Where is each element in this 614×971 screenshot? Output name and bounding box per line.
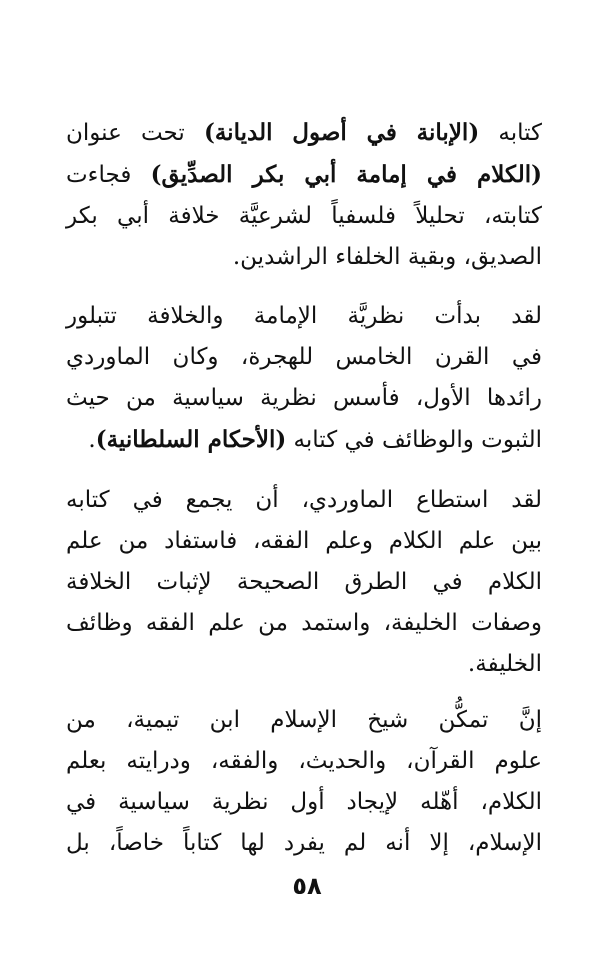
text-line [66,562,542,603]
text-run: علوم القرآن، والحديث، والفقه، ودرايته بعلم [66,748,542,774]
text-line [66,782,542,823]
text-run: وصفات الخليفة، واستمد من علم الفقه وظائف [66,610,542,636]
text-line [66,196,542,237]
text-run: الثبوت والوظائف في كتابه [286,427,542,453]
text-line [66,154,542,196]
text-line [66,603,542,644]
page-number: ٥٨ [292,872,322,900]
paragraph-2 [66,296,542,461]
text-line [66,237,542,278]
text-line [66,419,542,461]
text-line [66,337,542,378]
book-title-run: (الإبانة في أصول الديانة) [203,119,480,146]
text-line [66,823,542,864]
text-run: الكلام في الطرق الصحيحة لإثبات الخلافة [66,569,542,595]
text-run: بين علم الكلام وعلم الفقه، فاستفاد من علم [66,528,542,554]
text-run: لقد استطاع الماوردي، أن يجمع في كتابه [66,487,542,513]
text-line [66,112,542,154]
book-title-run: (الكلام في إمامة أبي بكر الصدِّيق) [150,161,542,188]
text-line [66,644,542,685]
book-title-run: (الأحكام السلطانية) [95,426,287,453]
text-run: الإسلام، إلا أنه لم يفرد لها كتاباً خاصاً، بل [66,830,542,856]
text-run: فجاءت [66,162,151,188]
text-run: الخليفة. [467,651,542,677]
text-run: كتابته، تحليلاً فلسفياً لشرعيَّة خلافة أبي بكر [66,203,542,229]
text-run: رائدها الأول، فأسس نظرية سياسية من حيث [66,385,542,411]
text-run: الصديق، وبقية الخلفاء الراشدين. [232,244,542,270]
text-line [66,296,542,337]
paragraph-3 [66,480,542,685]
text-run: في القرن الخامس للهجرة، وكان الماوردي [66,344,542,370]
text-run: . [88,427,96,453]
paragraph-1 [66,112,542,278]
text-line [66,480,542,521]
text-line [66,741,542,782]
text-run: الكلام، أهّله لإيجاد أول نظرية سياسية في [66,789,542,815]
paragraph-4 [66,700,542,864]
text-line [66,700,542,741]
text-run: لقد بدأت نظريَّة الإمامة والخلافة تتبلور [66,303,542,329]
text-run: إنَّ تمكُّن شيخ الإسلام ابن تيمية، من [66,707,542,733]
text-line [66,521,542,562]
text-run: تحت عنوان [66,120,204,146]
text-run: كتابه [479,120,542,146]
text-line [66,378,542,419]
